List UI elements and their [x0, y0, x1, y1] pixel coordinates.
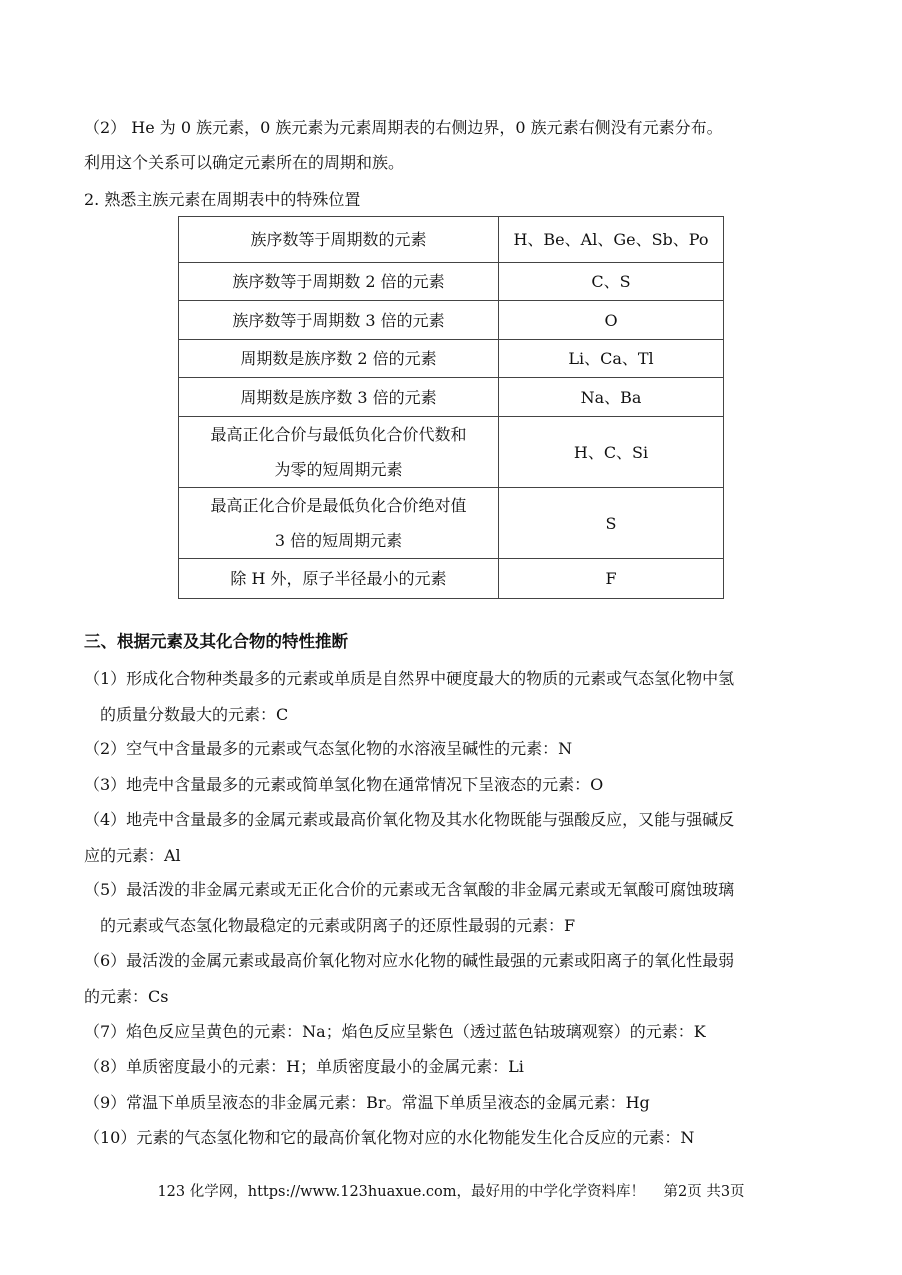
list-item: （4）地壳中含量最多的金属元素或最高价氧化物及其水化物既能与强酸反应，又能与强碱反 [84, 810, 735, 829]
table-row [179, 488, 724, 559]
table-row [179, 217, 724, 263]
table-cell-elements: S [499, 488, 724, 559]
intro-line-1: （2） He 为 0 族元素，0 族元素为元素周期表的右侧边界，0 族元素右侧没有元素分布。 [84, 118, 723, 137]
table-cell-desc: 周期数是族序数 2 倍的元素 [179, 340, 499, 378]
list-item: （1）形成化合物种类最多的元素或单质是自然界中硬度最大的物质的元素或气态氢化物中氢 [84, 669, 735, 688]
table-cell-desc: 族序数等于周期数 3 倍的元素 [179, 301, 499, 340]
list-item: （6）最活泼的金属元素或最高价氧化物对应水化物的碱性最强的元素或阳离子的氧化性最弱 [84, 951, 735, 970]
table-cell-desc [179, 488, 499, 559]
table-cell-elements: F [499, 559, 724, 599]
list-item: 的元素或气态氢化物最稳定的元素或阴离子的还原性最弱的元素：F [100, 916, 576, 935]
intro-line-2: 利用这个关系可以确定元素所在的周期和族。 [84, 153, 405, 172]
table-cell-elements: Li、Ca、Tl [499, 340, 724, 378]
table-row [179, 378, 724, 417]
list-item: 应的元素：Al [84, 846, 181, 865]
table-cell-desc-line: 最高正化合价与最低负化合价代数和 [210, 425, 467, 444]
list-item: 的质量分数最大的元素：C [100, 705, 289, 724]
element-position-table [178, 216, 724, 599]
table-cell-desc-line: 为零的短周期元素 [274, 460, 403, 479]
list-item: （7）焰色反应呈黄色的元素：Na；焰色反应呈紫色（透过蓝色钴玻璃观察）的元素：K [84, 1022, 706, 1041]
table-cell-desc: 除 H 外，原子半径最小的元素 [179, 559, 499, 599]
table-cell-elements: H、C、Si [499, 417, 724, 488]
footer-site-text: 123 化学网，https://www.123huaxue.com，最好用的中学化学资料库！ [157, 1184, 646, 1200]
list-item: （3）地壳中含量最多的元素或简单氢化物在通常情况下呈液态的元素：O [84, 775, 604, 794]
list-item: （2）空气中含量最多的元素或气态氢化物的水溶液呈碱性的元素：N [84, 739, 573, 758]
list-item: （5）最活泼的非金属元素或无正化合价的元素或无含氧酸的非金属元素或无氧酸可腐蚀玻璃 [84, 880, 735, 899]
table-cell-elements: H、Be、Al、Ge、Sb、Po [499, 217, 724, 263]
table-row [179, 340, 724, 378]
table-cell-desc-line: 3 倍的短周期元素 [274, 531, 403, 550]
table-row [179, 417, 724, 488]
table-cell-desc: 周期数是族序数 3 倍的元素 [179, 378, 499, 417]
table-cell-elements: C、S [499, 263, 724, 301]
table-cell-desc: 族序数等于周期数的元素 [179, 217, 499, 263]
table-cell-elements: O [499, 301, 724, 340]
table-row [179, 559, 724, 599]
footer-page-number: 第2页 共3页 [663, 1184, 745, 1200]
intro-line-3: 2. 熟悉主族元素在周期表中的特殊位置 [84, 190, 361, 209]
list-item: （9）常温下单质呈液态的非金属元素：Br。常温下单质呈液态的金属元素：Hg [84, 1093, 650, 1112]
table-row [179, 263, 724, 301]
list-item: 的元素：Cs [84, 987, 169, 1006]
table-cell-desc: 族序数等于周期数 2 倍的元素 [179, 263, 499, 301]
list-item: （8）单质密度最小的元素：H；单质密度最小的金属元素：Li [84, 1057, 524, 1076]
table-row [179, 301, 724, 340]
section-heading: 三、根据元素及其化合物的特性推断 [84, 632, 348, 651]
table-cell-desc-line: 最高正化合价是最低负化合价绝对值 [210, 496, 467, 515]
table-cell-elements: Na、Ba [499, 378, 724, 417]
list-item: （10）元素的气态氢化物和它的最高价氧化物对应的水化物能发生化合反应的元素：N [84, 1128, 695, 1147]
table-cell-desc [179, 417, 499, 488]
page-footer [0, 1182, 902, 1202]
